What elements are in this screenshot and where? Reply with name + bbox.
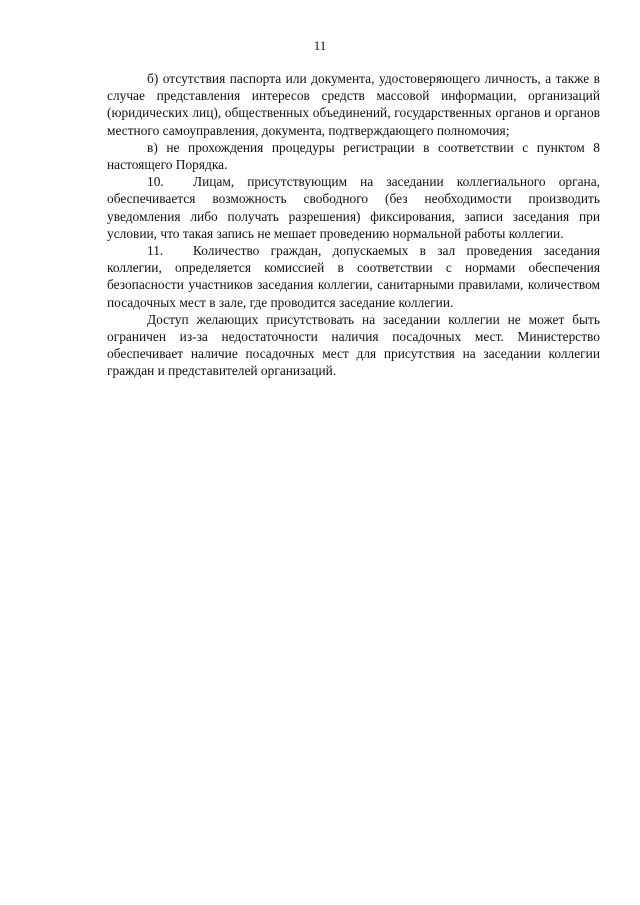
document-body — [107, 70, 600, 380]
paragraph-b — [107, 70, 600, 139]
paragraph-access — [107, 311, 600, 380]
paragraph-text: Доступ желающих присутствовать на заседании коллегии не может быть ограничен из-за недостаточности наличия посадочных мест. Министерство обеспечивает наличие посадочных мест для присутствия на заседании коллегии граждан и представителей организаций. — [107, 311, 600, 379]
paragraph-number: 11. — [147, 243, 164, 259]
paragraph-text: Количество граждан, допускаемых в зал проведения заседания коллегии, определяется комиссией в соответствии с нормами обеспечения безопасности участников заседания коллегии, санитарными правилами, количеством посадочных мест в зале, где проводится заседание коллегии. — [107, 243, 600, 310]
paragraph-text: б) отсутствия паспорта или документа, удостоверяющего личность, а также в случае представления интересов средств массовой информации, организаций (юридических лиц), общественных объединений, государственных органов и органов местного самоуправления, документа, подтверждающего полномочия; — [107, 71, 600, 138]
paragraph-text: Лицам, присутствующим на заседании коллегиального органа, обеспечивается возможность свободного (без необходимости производить уведомления либо получать разрешения) фиксирования, записи заседания при условии, что такая запись не мешает проведению нормальной работы коллегии. — [107, 174, 600, 241]
paragraph-10 — [107, 173, 600, 242]
paragraph-11 — [107, 242, 600, 311]
paragraph-number: 10. — [147, 174, 164, 190]
paragraph-text: в) не прохождения процедуры регистрации в соответствии с пунктом 8 настоящего Порядка. — [107, 139, 600, 173]
paragraph-v — [107, 139, 600, 173]
page-number: 11 — [313, 38, 327, 53]
